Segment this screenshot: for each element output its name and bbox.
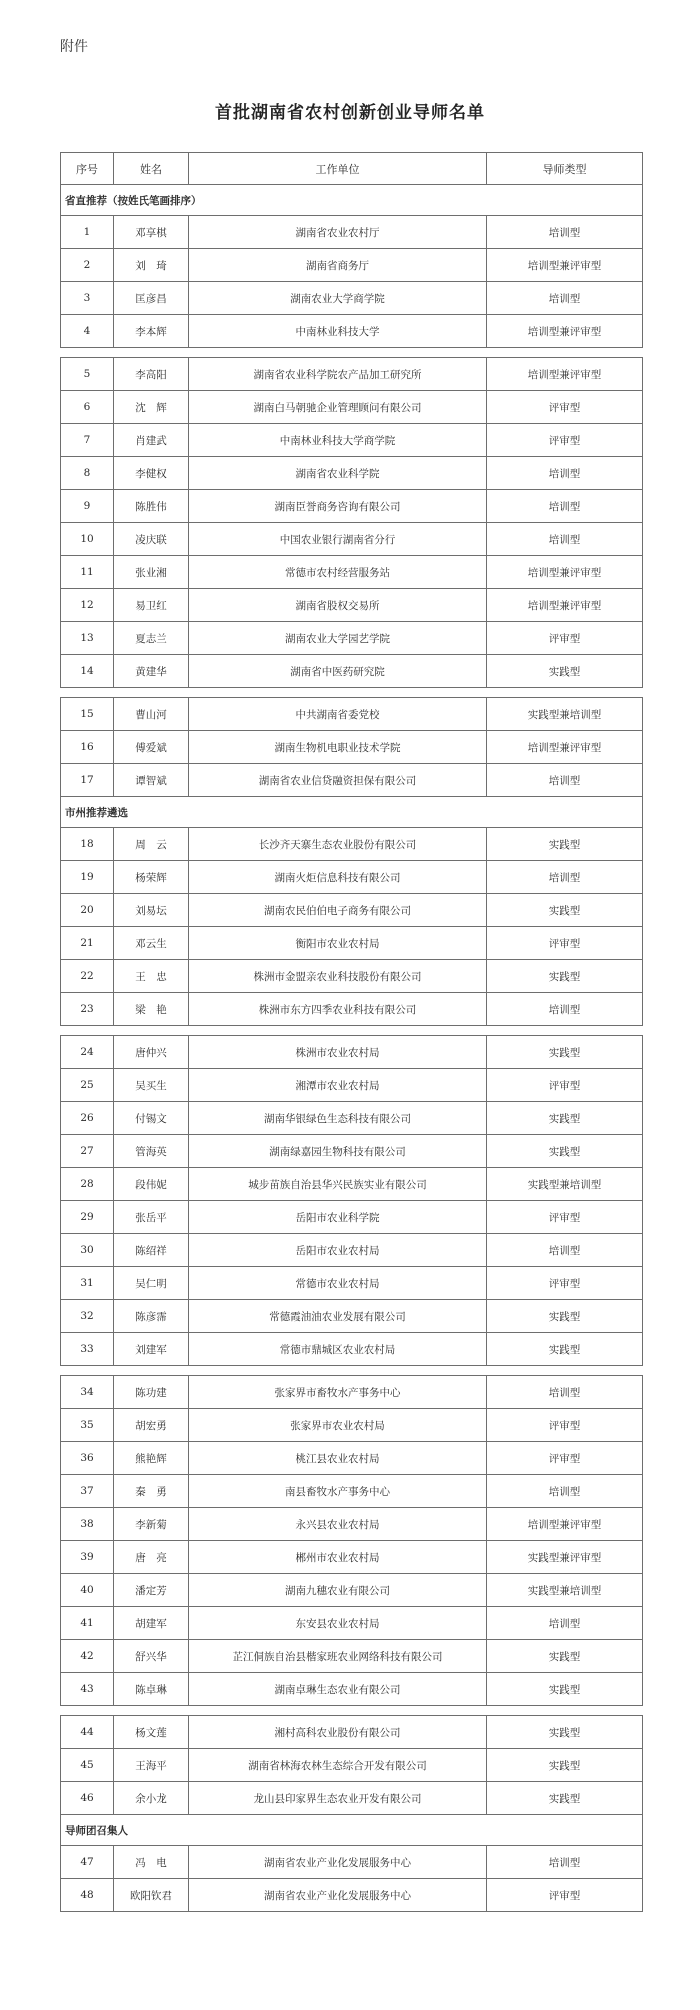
cell-name: 吴买生 [114, 1069, 189, 1102]
cell-mentor-type: 培训型 [487, 1234, 643, 1267]
table-row [61, 828, 643, 861]
cell-name: 李健权 [114, 457, 189, 490]
cell-mentor-type: 培训型兼评审型 [487, 556, 643, 589]
table-row [61, 1201, 643, 1234]
cell-name: 潘定芳 [114, 1574, 189, 1607]
cell-workplace: 湖南省农业农村厅 [189, 216, 487, 249]
cell-name: 夏志兰 [114, 622, 189, 655]
cell-mentor-type: 实践型 [487, 828, 643, 861]
group-spacer [61, 688, 643, 698]
table-row [61, 1475, 643, 1508]
cell-name: 易卫红 [114, 589, 189, 622]
cell-index: 45 [61, 1749, 114, 1782]
cell-workplace: 湘村高科农业股份有限公司 [189, 1716, 487, 1749]
cell-workplace: 湖南省林海农林生态综合开发有限公司 [189, 1749, 487, 1782]
table-row [61, 731, 643, 764]
table-row [61, 927, 643, 960]
cell-mentor-type: 实践型 [487, 1036, 643, 1069]
cell-workplace: 湖南省股权交易所 [189, 589, 487, 622]
cell-workplace: 株洲市农业农村局 [189, 1036, 487, 1069]
cell-workplace: 郴州市农业农村局 [189, 1541, 487, 1574]
table-row [61, 1069, 643, 1102]
cell-index: 30 [61, 1234, 114, 1267]
cell-index: 38 [61, 1508, 114, 1541]
cell-name: 陈绍祥 [114, 1234, 189, 1267]
cell-index: 18 [61, 828, 114, 861]
cell-mentor-type: 培训型 [487, 861, 643, 894]
cell-mentor-type: 实践型兼评审型 [487, 1541, 643, 1574]
table-row [61, 216, 643, 249]
cell-index: 33 [61, 1333, 114, 1366]
cell-mentor-type: 评审型 [487, 391, 643, 424]
cell-mentor-type: 培训型兼评审型 [487, 249, 643, 282]
section-header-row [61, 1815, 643, 1846]
cell-index: 13 [61, 622, 114, 655]
cell-index: 47 [61, 1846, 114, 1879]
table-row [61, 1607, 643, 1640]
cell-name: 付锡文 [114, 1102, 189, 1135]
cell-name: 吴仁明 [114, 1267, 189, 1300]
cell-index: 1 [61, 216, 114, 249]
cell-name: 邓云生 [114, 927, 189, 960]
cell-mentor-type: 实践型 [487, 1300, 643, 1333]
cell-name: 胡宏勇 [114, 1409, 189, 1442]
cell-mentor-type: 实践型兼培训型 [487, 698, 643, 731]
table-row [61, 457, 643, 490]
cell-name: 刘建军 [114, 1333, 189, 1366]
cell-mentor-type: 培训型兼评审型 [487, 315, 643, 348]
cell-index: 10 [61, 523, 114, 556]
cell-workplace: 南县畜牧水产事务中心 [189, 1475, 487, 1508]
cell-mentor-type: 培训型 [487, 1607, 643, 1640]
table-row [61, 1267, 643, 1300]
cell-name: 黄建华 [114, 655, 189, 688]
cell-workplace: 湖南生物机电职业技术学院 [189, 731, 487, 764]
cell-index: 2 [61, 249, 114, 282]
cell-workplace: 湖南农民伯伯电子商务有限公司 [189, 894, 487, 927]
cell-index: 43 [61, 1673, 114, 1706]
table-row [61, 1102, 643, 1135]
cell-mentor-type: 培训型 [487, 490, 643, 523]
cell-index: 9 [61, 490, 114, 523]
cell-mentor-type: 培训型 [487, 523, 643, 556]
section-header-row [61, 185, 643, 216]
cell-mentor-type: 实践型 [487, 1782, 643, 1815]
group-spacer-cell [61, 1366, 643, 1376]
cell-workplace: 湖南省农业信贷融资担保有限公司 [189, 764, 487, 797]
group-spacer-cell [61, 348, 643, 358]
table-row [61, 1508, 643, 1541]
cell-index: 31 [61, 1267, 114, 1300]
table-row [61, 622, 643, 655]
table-row [61, 315, 643, 348]
cell-index: 36 [61, 1442, 114, 1475]
cell-name: 肖建武 [114, 424, 189, 457]
cell-mentor-type: 实践型 [487, 1102, 643, 1135]
table-row [61, 1574, 643, 1607]
cell-mentor-type: 培训型 [487, 993, 643, 1026]
table-row [61, 1846, 643, 1879]
cell-workplace: 永兴县农业农村局 [189, 1508, 487, 1541]
cell-workplace: 湘潭市农业农村局 [189, 1069, 487, 1102]
cell-name: 段伟妮 [114, 1168, 189, 1201]
cell-index: 37 [61, 1475, 114, 1508]
cell-name: 陈胜伟 [114, 490, 189, 523]
cell-workplace: 芷江侗族自治县楷家班农业网络科技有限公司 [189, 1640, 487, 1673]
cell-index: 25 [61, 1069, 114, 1102]
cell-name: 王 忠 [114, 960, 189, 993]
cell-name: 傅爱斌 [114, 731, 189, 764]
cell-index: 34 [61, 1376, 114, 1409]
cell-mentor-type: 实践型 [487, 1333, 643, 1366]
cell-index: 11 [61, 556, 114, 589]
header-index: 序号 [61, 153, 114, 185]
table-row [61, 1234, 643, 1267]
cell-name: 唐 亮 [114, 1541, 189, 1574]
table-row [61, 1376, 643, 1409]
cell-mentor-type: 评审型 [487, 927, 643, 960]
table-row [61, 249, 643, 282]
cell-workplace: 城步苗族自治县华兴民族实业有限公司 [189, 1168, 487, 1201]
table-row [61, 1036, 643, 1069]
cell-mentor-type: 培训型 [487, 764, 643, 797]
cell-mentor-type: 培训型兼评审型 [487, 358, 643, 391]
cell-index: 6 [61, 391, 114, 424]
cell-workplace: 中南林业科技大学商学院 [189, 424, 487, 457]
cell-workplace: 龙山县印家界生态农业开发有限公司 [189, 1782, 487, 1815]
mentor-table [60, 152, 643, 1912]
cell-index: 8 [61, 457, 114, 490]
cell-index: 28 [61, 1168, 114, 1201]
cell-mentor-type: 实践型 [487, 655, 643, 688]
table-row [61, 764, 643, 797]
section-label: 导师团召集人 [61, 1815, 643, 1846]
table-row [61, 391, 643, 424]
cell-name: 刘 琦 [114, 249, 189, 282]
cell-name: 张岳平 [114, 1201, 189, 1234]
cell-mentor-type: 评审型 [487, 1201, 643, 1234]
cell-workplace: 湖南农业大学园艺学院 [189, 622, 487, 655]
cell-index: 21 [61, 927, 114, 960]
cell-index: 35 [61, 1409, 114, 1442]
cell-mentor-type: 实践型兼培训型 [487, 1574, 643, 1607]
section-header-row [61, 797, 643, 828]
group-spacer [61, 1706, 643, 1716]
table-body [61, 185, 643, 1912]
table-row [61, 1541, 643, 1574]
table-row [61, 1782, 643, 1815]
header-name: 姓名 [114, 153, 189, 185]
cell-name: 余小龙 [114, 1782, 189, 1815]
cell-index: 41 [61, 1607, 114, 1640]
cell-index: 7 [61, 424, 114, 457]
group-spacer-cell [61, 688, 643, 698]
cell-index: 16 [61, 731, 114, 764]
cell-name: 张业湘 [114, 556, 189, 589]
cell-workplace: 衡阳市农业农村局 [189, 927, 487, 960]
cell-index: 5 [61, 358, 114, 391]
cell-index: 27 [61, 1135, 114, 1168]
cell-mentor-type: 实践型 [487, 894, 643, 927]
cell-index: 22 [61, 960, 114, 993]
header-row [61, 153, 643, 185]
cell-name: 沈 辉 [114, 391, 189, 424]
cell-index: 12 [61, 589, 114, 622]
cell-index: 14 [61, 655, 114, 688]
cell-mentor-type: 实践型 [487, 1673, 643, 1706]
cell-name: 冯 电 [114, 1846, 189, 1879]
cell-workplace: 常德市农村经营服务站 [189, 556, 487, 589]
cell-workplace: 常德霞油油农业发展有限公司 [189, 1300, 487, 1333]
table-row [61, 1716, 643, 1749]
group-spacer [61, 1026, 643, 1036]
group-spacer-cell [61, 1706, 643, 1716]
cell-mentor-type: 评审型 [487, 424, 643, 457]
cell-mentor-type: 评审型 [487, 1069, 643, 1102]
cell-index: 44 [61, 1716, 114, 1749]
table-row [61, 655, 643, 688]
cell-mentor-type: 培训型 [487, 282, 643, 315]
cell-workplace: 张家界市畜牧水产事务中心 [189, 1376, 487, 1409]
cell-name: 秦 勇 [114, 1475, 189, 1508]
cell-index: 20 [61, 894, 114, 927]
mentor-table-container [60, 152, 642, 1912]
cell-index: 32 [61, 1300, 114, 1333]
cell-index: 19 [61, 861, 114, 894]
cell-name: 梁 艳 [114, 993, 189, 1026]
cell-workplace: 中共湖南省委党校 [189, 698, 487, 731]
table-row [61, 960, 643, 993]
cell-workplace: 常德市鼎城区农业农村局 [189, 1333, 487, 1366]
cell-mentor-type: 培训型 [487, 1475, 643, 1508]
cell-mentor-type: 培训型兼评审型 [487, 731, 643, 764]
cell-mentor-type: 实践型 [487, 1135, 643, 1168]
cell-index: 29 [61, 1201, 114, 1234]
table-row [61, 1409, 643, 1442]
cell-workplace: 湖南华银绿色生态科技有限公司 [189, 1102, 487, 1135]
cell-index: 26 [61, 1102, 114, 1135]
cell-workplace: 株洲市金盟亲农业科技股份有限公司 [189, 960, 487, 993]
cell-workplace: 湖南卓琳生态农业有限公司 [189, 1673, 487, 1706]
cell-mentor-type: 实践型兼培训型 [487, 1168, 643, 1201]
cell-workplace: 张家界市农业农村局 [189, 1409, 487, 1442]
table-row [61, 1749, 643, 1782]
header-workplace: 工作单位 [189, 153, 487, 185]
cell-workplace: 湖南火炬信息科技有限公司 [189, 861, 487, 894]
cell-index: 48 [61, 1879, 114, 1912]
cell-workplace: 岳阳市农业科学院 [189, 1201, 487, 1234]
cell-mentor-type: 培训型 [487, 1846, 643, 1879]
cell-name: 李新菊 [114, 1508, 189, 1541]
table-row [61, 1168, 643, 1201]
cell-index: 3 [61, 282, 114, 315]
cell-mentor-type: 评审型 [487, 1879, 643, 1912]
cell-index: 24 [61, 1036, 114, 1069]
cell-name: 陈彦霈 [114, 1300, 189, 1333]
cell-name: 胡建军 [114, 1607, 189, 1640]
table-row [61, 556, 643, 589]
cell-name: 熊艳辉 [114, 1442, 189, 1475]
document-title: 首批湖南省农村创新创业导师名单 [215, 103, 485, 123]
cell-mentor-type: 评审型 [487, 622, 643, 655]
section-label: 省直推荐（按姓氏笔画排序） [61, 185, 643, 216]
cell-name: 匡彦昌 [114, 282, 189, 315]
cell-name: 凌庆联 [114, 523, 189, 556]
table-row [61, 282, 643, 315]
cell-name: 李高阳 [114, 358, 189, 391]
cell-workplace: 湖南白马朝驰企业管理顾问有限公司 [189, 391, 487, 424]
cell-mentor-type: 培训型 [487, 216, 643, 249]
cell-workplace: 长沙齐天寨生态农业股份有限公司 [189, 828, 487, 861]
cell-name: 李本辉 [114, 315, 189, 348]
table-row [61, 1673, 643, 1706]
group-spacer-cell [61, 1026, 643, 1036]
table-row [61, 589, 643, 622]
table-row [61, 894, 643, 927]
cell-workplace: 湖南臣誉商务咨询有限公司 [189, 490, 487, 523]
cell-mentor-type: 培训型 [487, 457, 643, 490]
cell-index: 23 [61, 993, 114, 1026]
table-row [61, 424, 643, 457]
table-row [61, 490, 643, 523]
table-row [61, 358, 643, 391]
cell-mentor-type: 实践型 [487, 960, 643, 993]
header-mentor-type: 导师类型 [487, 153, 643, 185]
cell-name: 邓享棋 [114, 216, 189, 249]
cell-index: 15 [61, 698, 114, 731]
cell-name: 欧阳钦君 [114, 1879, 189, 1912]
cell-mentor-type: 评审型 [487, 1267, 643, 1300]
cell-index: 4 [61, 315, 114, 348]
cell-name: 陈卓琳 [114, 1673, 189, 1706]
cell-workplace: 岳阳市农业农村局 [189, 1234, 487, 1267]
cell-workplace: 湖南绿嘉园生物科技有限公司 [189, 1135, 487, 1168]
cell-name: 舒兴华 [114, 1640, 189, 1673]
cell-index: 46 [61, 1782, 114, 1815]
table-row [61, 861, 643, 894]
cell-mentor-type: 培训型兼评审型 [487, 589, 643, 622]
cell-mentor-type: 培训型兼评审型 [487, 1508, 643, 1541]
cell-workplace: 湖南省农业产业化发展服务中心 [189, 1879, 487, 1912]
cell-name: 杨文莲 [114, 1716, 189, 1749]
cell-mentor-type: 实践型 [487, 1640, 643, 1673]
cell-name: 管海英 [114, 1135, 189, 1168]
cell-workplace: 东安县农业农村局 [189, 1607, 487, 1640]
cell-workplace: 湖南九穗农业有限公司 [189, 1574, 487, 1607]
table-row [61, 1135, 643, 1168]
table-row [61, 1300, 643, 1333]
cell-name: 王海平 [114, 1749, 189, 1782]
section-label: 市州推荐遴选 [61, 797, 643, 828]
cell-mentor-type: 评审型 [487, 1442, 643, 1475]
cell-name: 曹山河 [114, 698, 189, 731]
group-spacer [61, 348, 643, 358]
cell-name: 谭智斌 [114, 764, 189, 797]
cell-index: 17 [61, 764, 114, 797]
cell-name: 唐仲兴 [114, 1036, 189, 1069]
cell-workplace: 常德市农业农村局 [189, 1267, 487, 1300]
cell-index: 42 [61, 1640, 114, 1673]
cell-workplace: 湖南省中医药研究院 [189, 655, 487, 688]
cell-name: 杨荣辉 [114, 861, 189, 894]
cell-workplace: 湖南省商务厅 [189, 249, 487, 282]
cell-index: 40 [61, 1574, 114, 1607]
cell-name: 刘易坛 [114, 894, 189, 927]
cell-mentor-type: 实践型 [487, 1749, 643, 1782]
cell-workplace: 中国农业银行湖南省分行 [189, 523, 487, 556]
cell-workplace: 株洲市东方四季农业科技有限公司 [189, 993, 487, 1026]
cell-workplace: 湖南省农业科学院 [189, 457, 487, 490]
cell-workplace: 中南林业科技大学 [189, 315, 487, 348]
table-header [61, 153, 643, 185]
table-row [61, 1640, 643, 1673]
group-spacer [61, 1366, 643, 1376]
table-row [61, 1333, 643, 1366]
attachment-label: 附件 [60, 39, 88, 55]
cell-mentor-type: 培训型 [487, 1376, 643, 1409]
table-row [61, 523, 643, 556]
table-row [61, 698, 643, 731]
cell-name: 陈功建 [114, 1376, 189, 1409]
cell-mentor-type: 评审型 [487, 1409, 643, 1442]
table-row [61, 1879, 643, 1912]
cell-workplace: 桃江县农业农村局 [189, 1442, 487, 1475]
cell-workplace: 湖南农业大学商学院 [189, 282, 487, 315]
cell-name: 周 云 [114, 828, 189, 861]
cell-index: 39 [61, 1541, 114, 1574]
table-row [61, 1442, 643, 1475]
cell-workplace: 湖南省农业产业化发展服务中心 [189, 1846, 487, 1879]
cell-workplace: 湖南省农业科学院农产品加工研究所 [189, 358, 487, 391]
table-row [61, 993, 643, 1026]
cell-mentor-type: 实践型 [487, 1716, 643, 1749]
